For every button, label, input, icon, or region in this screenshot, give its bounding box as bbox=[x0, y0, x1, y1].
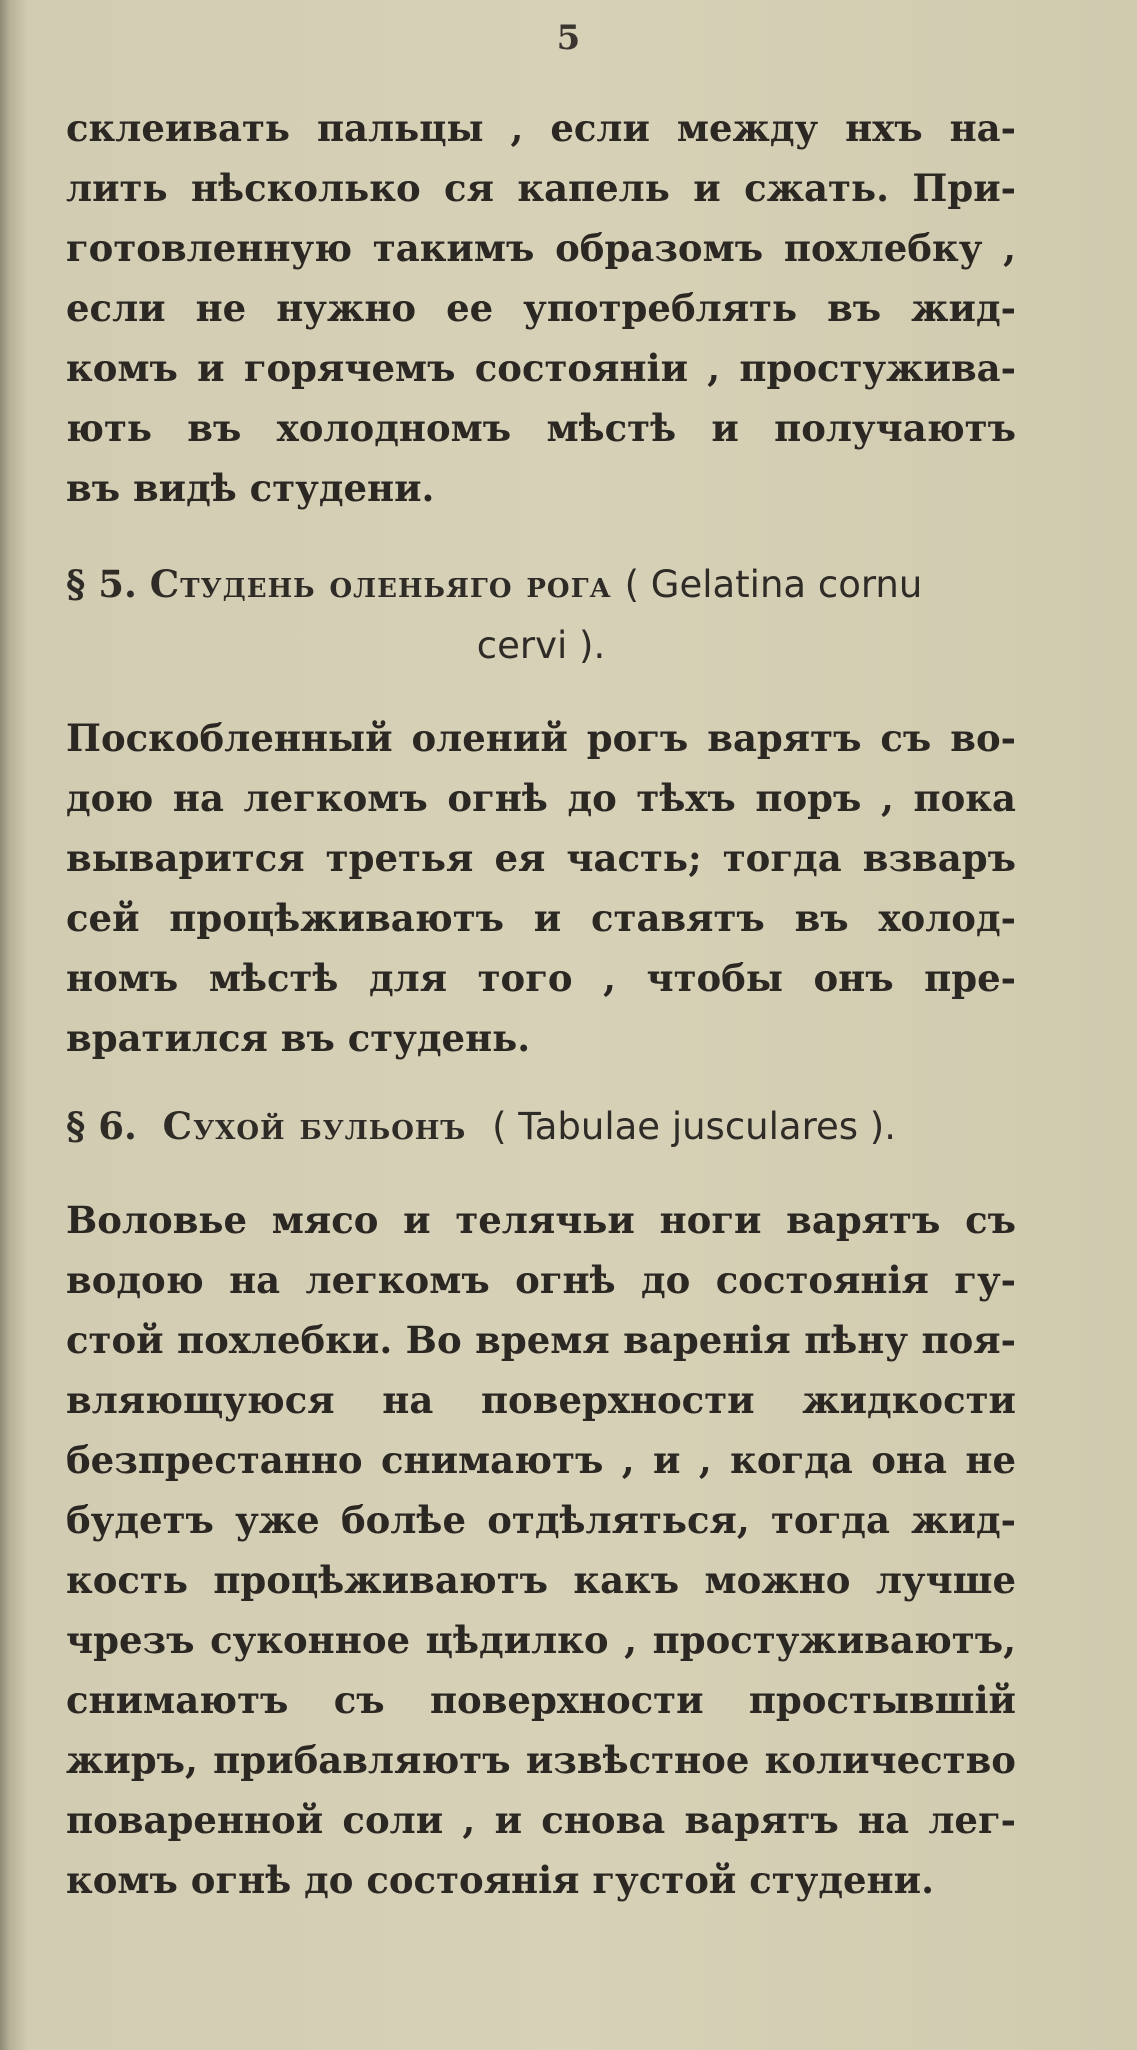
section-title: Студень оленьяго рога bbox=[149, 562, 612, 606]
section-6-heading bbox=[66, 1104, 1016, 1166]
page-number: 5 bbox=[556, 18, 581, 58]
section-5-paragraph bbox=[66, 708, 1016, 1068]
text-line: комъ огнѣ до состоянiя густой студени. bbox=[66, 1858, 934, 1902]
section-6-paragraph bbox=[66, 1190, 1016, 1910]
text-line: въ видѣ студени. bbox=[66, 466, 435, 510]
text-line: водою на легкомъ огнѣ до состоянiя гу- bbox=[66, 1258, 1016, 1302]
text-line: если не нужно ее употреблять въ жид- bbox=[66, 286, 1016, 330]
section-5-heading bbox=[66, 562, 1016, 686]
text-line: вратился въ студень. bbox=[66, 1016, 531, 1060]
text-line: жиръ, прибавляютъ извѣстное количество bbox=[66, 1738, 1016, 1782]
text-line: дою на легкомъ огнѣ до тѣхъ поръ , пока bbox=[66, 776, 1016, 820]
section-title: Сухой бульонъ bbox=[162, 1104, 467, 1148]
text-line: чрезъ суконное цѣдилко , простуживаютъ, bbox=[66, 1618, 1016, 1662]
intro-paragraph bbox=[66, 98, 1016, 518]
section-5-heading-line bbox=[66, 562, 1016, 624]
text-line: лить нѣсколько ся капель и сжать. При- bbox=[66, 166, 1016, 210]
text-line: безпрестанно снимаютъ , и , когда она не bbox=[66, 1438, 1016, 1482]
text-line: сей процѣживаютъ и ставятъ въ холод- bbox=[66, 896, 1016, 940]
text-line: ють въ холодномъ мѣстѣ и получаютъ bbox=[66, 406, 1016, 450]
text-line: выварится третья ея часть; тогда взваръ bbox=[66, 836, 1016, 880]
text-line: будетъ уже болѣе отдѣляться, тогда жид- bbox=[66, 1498, 1016, 1542]
section-number: § 6. bbox=[66, 1104, 137, 1148]
text-line: готовленную такимъ образомъ похлебку , bbox=[66, 226, 1016, 270]
text-line: вляющуюся на поверхности жидкости bbox=[66, 1378, 1016, 1422]
section-number: § 5. bbox=[66, 562, 137, 606]
text-line: стой похлебки. Во время варенiя пѣну поя- bbox=[66, 1318, 1016, 1362]
text-line: кость процѣживаютъ какъ можно лучше bbox=[66, 1558, 1016, 1602]
text-line: комъ и горячемъ состоянiи , простужива- bbox=[66, 346, 1016, 390]
section-latin-title: ( Tabulae jusculares ). bbox=[492, 1105, 896, 1148]
text-line: поваренной соли , и снова варятъ на лег- bbox=[66, 1798, 1016, 1842]
text-line: Воловье мясо и телячьи ноги варятъ съ bbox=[66, 1198, 1016, 1242]
text-line: снимаютъ съ поверхности простывшiй bbox=[66, 1678, 1016, 1722]
section-latin-title: ( Gelatina cornu bbox=[624, 563, 923, 606]
text-line: номъ мѣстѣ для того , чтобы онъ пре- bbox=[66, 956, 1016, 1000]
section-latin-title-continued: cervi ). bbox=[476, 624, 606, 667]
text-line: склеивать пальцы , если между нхъ на- bbox=[66, 106, 1016, 150]
text-line: Поскобленный олений рогъ варятъ съ во- bbox=[66, 716, 1016, 760]
section-6-heading-line bbox=[66, 1104, 1016, 1166]
